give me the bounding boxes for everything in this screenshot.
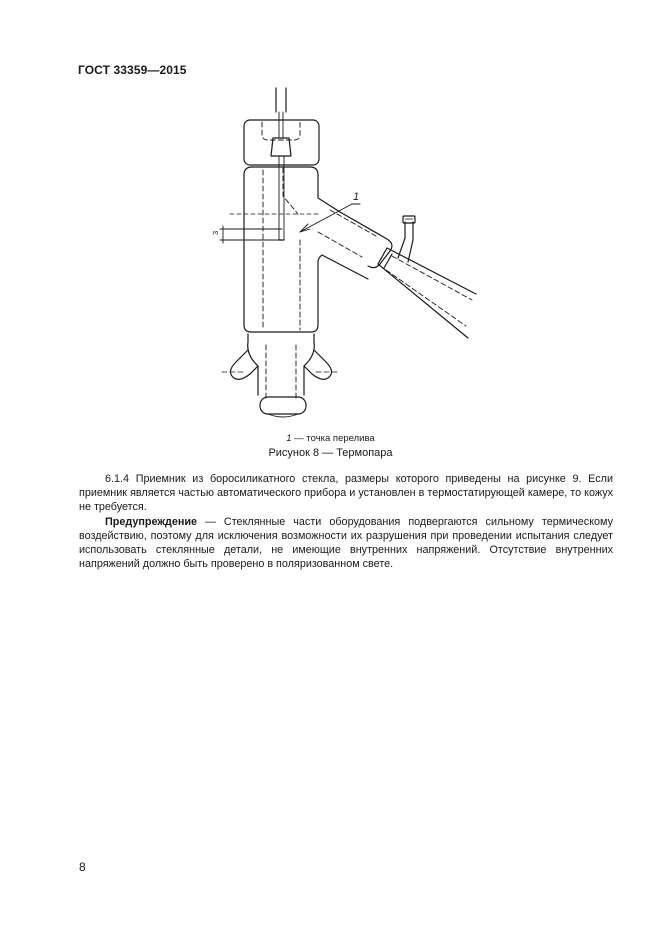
thermocouple-drawing (200, 86, 500, 431)
page-number: 8 (79, 860, 86, 874)
warning-text: — Стеклянные части оборудования подвергаются сильному термическому воздействию, поэтому для исключения возможности их разрушения при проведении испытания следует использовать стеклянные детали, не имеющие внутренних напряжений. Отсутствие внутренних напряжений должно быть проверено в поляризованном свете. (79, 515, 613, 571)
figure-legend (0, 433, 661, 444)
side-arm (318, 210, 476, 338)
dimension-label: 3 (211, 230, 220, 235)
stopper-cap (244, 120, 319, 165)
legend-number: 1 (286, 433, 292, 444)
warning-label: Предупреждение (105, 515, 198, 528)
side-lugs (222, 350, 340, 379)
document-header (78, 63, 187, 77)
callout-label: 1 (353, 191, 360, 203)
lower-section (248, 334, 315, 417)
legend-text: — точка перелива (291, 433, 375, 444)
body-text (79, 472, 613, 571)
thermocouple-probe (271, 88, 291, 240)
figure-caption: Рисунок 8 — Термопара (268, 447, 393, 459)
main-body (230, 167, 368, 332)
overflow-point-callout (300, 191, 360, 232)
thermocouple-figure (200, 86, 500, 431)
dimension-marker (211, 226, 282, 243)
paragraph-6-1-4: 6.1.4 Приемник из боросиликатного стекла, размеры которого приведены на рисунке 9. Если приемник является частью автоматического прибора и установлен в термостатирующей камере, то кожух не требуется. (79, 473, 613, 514)
standard-code: ГОСТ 33359—2015 (78, 63, 187, 77)
warning-paragraph (79, 515, 613, 572)
